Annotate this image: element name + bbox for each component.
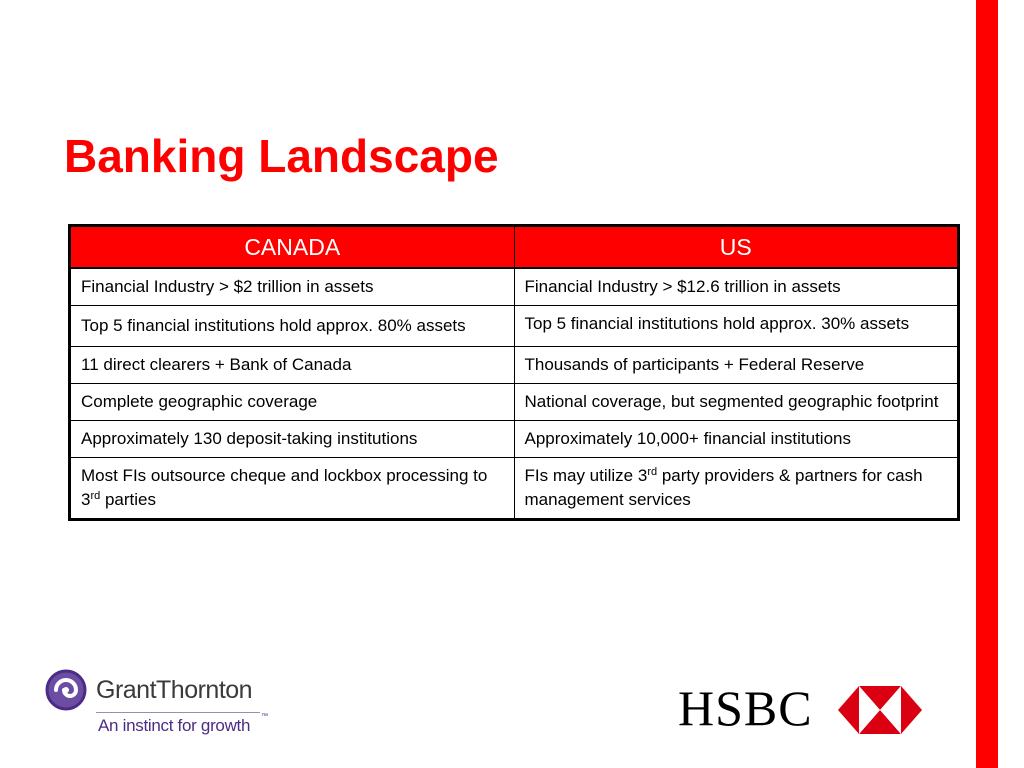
trademark-symbol: ™ <box>261 713 268 720</box>
grant-thornton-tagline: An instinct for growth <box>98 716 251 735</box>
superscript: rd <box>647 466 658 478</box>
us-cell: Thousands of participants + Federal Reserve <box>514 347 959 384</box>
table-header-row <box>70 226 959 269</box>
table-row <box>70 306 959 347</box>
us-cell <box>514 458 959 520</box>
slide-title: Banking Landscape <box>64 130 499 182</box>
canada-cell: Approximately 130 deposit-taking institutions <box>70 421 515 458</box>
table-row <box>70 421 959 458</box>
table-row <box>70 458 959 520</box>
hsbc-wordmark: HSBC <box>678 680 813 736</box>
us-cell: Financial Industry > $12.6 trillion in assets <box>514 268 959 306</box>
cell-text: Most FIs outsource cheque and lockbox processing to 3 <box>81 466 488 509</box>
canada-cell: 11 direct clearers + Bank of Canada <box>70 347 515 384</box>
table-row <box>70 347 959 384</box>
table-row <box>70 268 959 306</box>
hsbc-hexagon-icon <box>838 686 922 734</box>
us-cell: Top 5 financial institutions hold approx. 30% assets <box>514 306 959 347</box>
grant-thornton-name: GrantThornton <box>96 676 253 704</box>
canada-cell: Complete geographic coverage <box>70 384 515 421</box>
cell-text: FIs may utilize 3 <box>524 466 648 485</box>
canada-cell: Top 5 financial institutions hold approx. 80% assets <box>70 306 515 347</box>
cell-text: party providers & partners for cash management services <box>524 466 923 509</box>
canada-cell <box>70 458 515 520</box>
column-header-us: US <box>514 226 959 269</box>
comparison-table <box>68 224 960 521</box>
canada-cell: Financial Industry > $2 trillion in assets <box>70 268 515 306</box>
us-cell: Approximately 10,000+ financial institutions <box>514 421 959 458</box>
column-header-canada: CANADA <box>70 226 515 269</box>
cell-text: parties <box>100 490 156 509</box>
table-row <box>70 384 959 421</box>
superscript: rd <box>90 490 101 502</box>
accent-bar <box>976 0 998 768</box>
us-cell: National coverage, but segmented geographic footprint <box>514 384 959 421</box>
logo-divider <box>96 712 260 713</box>
